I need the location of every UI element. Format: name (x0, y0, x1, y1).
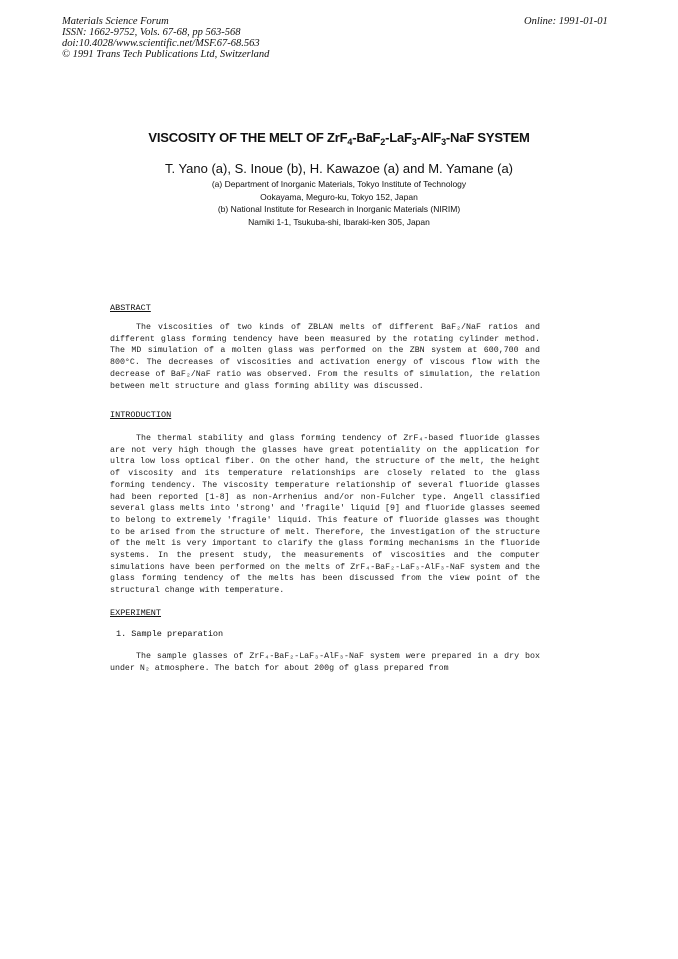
affiliation-line: (a) Department of Inorganic Materials, Tokyo Institute of Technology (211, 179, 467, 189)
abstract-heading: ABSTRACT (110, 303, 151, 313)
abstract-text: The viscosities of two kinds of ZBLAN melts of different BaF₂/NaF ratios and different glass forming tendency have been measured by the rotating cylinder method. The MD simulation of a molten glass was performed on the ZBN system at 600,700 and 800°C. The decreases of viscosities and activation energy of viscous flow with the decrease of BaF₂/NaF ratio was observed. From the results of simulation, the relation between melt structure and glass forming ability was discussed. (110, 323, 540, 391)
introduction-text: The thermal stability and glass forming tendency of ZrF₄-based fluoride glasses are not very high though the glasses have great potentiality on the application for ultra low loss optical fiber. On the other hand, the structure of the melt, the height of viscosity and its temperature relationships are closely related to the glass forming tendency. The viscosity temperature relationship of several fluoride glasses had been reported [1-8] as non-Arrhenius and/or non-Fulcher type. Angell classified several glass melts into 'strong' and 'fragile' liquid [9] and fluoride glasses seemed to belong to extremely 'fragile' liquid. This feature of fluoride glasses was thought to be arised from the structure of melt. Therefore, the investigation of the structure of the melt is very important to clarify the glass forming mechanisms in the fluoride systems. In the present study, the measurements of viscosities and the computer simulations have been performed on the melts of ZrF₄-BaF₂-LaF₃-AlF₃-NaF system and the glass forming tendency of the melts has been discussed from the view point of the structural change with temperature. (110, 434, 540, 596)
affiliation-line: (b) National Institute for Research in Inorganic Materials (NIRIM) (217, 204, 461, 214)
issn-line: ISSN: 1662-9752, Vols. 67-68, pp 563-568 (62, 27, 241, 38)
affiliation-line: Namiki 1-1, Tsukuba-shi, Ibaraki-ken 305, Japan (248, 216, 430, 227)
running-header-left (62, 16, 269, 60)
copyright-line: © 1991 Trans Tech Publications Ltd, Switzerland (62, 49, 270, 60)
experiment-heading: EXPERIMENT (110, 608, 162, 618)
introduction-heading: INTRODUCTION (110, 410, 172, 420)
affiliation-line: Ookayama, Meguro-ku, Tokyo 152, Japan (260, 191, 418, 202)
doi-line: doi:10.4028/www.scientific.net/MSF.67-68.563 (62, 38, 260, 49)
authors: T. Yano (a), S. Inoue (b), H. Kawazoe (a) and M. Yamane (a) (164, 161, 514, 176)
affiliations (0, 178, 678, 228)
paper-title: VISCOSITY OF THE MELT OF ZrF$_4$-BaF$_2$-LaF$_3$-AlF$_3$-NaF SYSTEM (148, 130, 530, 147)
experiment-text: The sample glasses of ZrF₄-BaF₂-LaF₃-AlF₃-NaF system were prepared in a dry box under N₂ atmosphere. The batch for about 200g of glass prepared from (110, 652, 540, 673)
online-date: Online: 1991-01-01 (524, 16, 608, 27)
sample-preparation-subheading: 1. Sample preparation (116, 629, 224, 639)
journal-name: Materials Science Forum (62, 16, 169, 27)
